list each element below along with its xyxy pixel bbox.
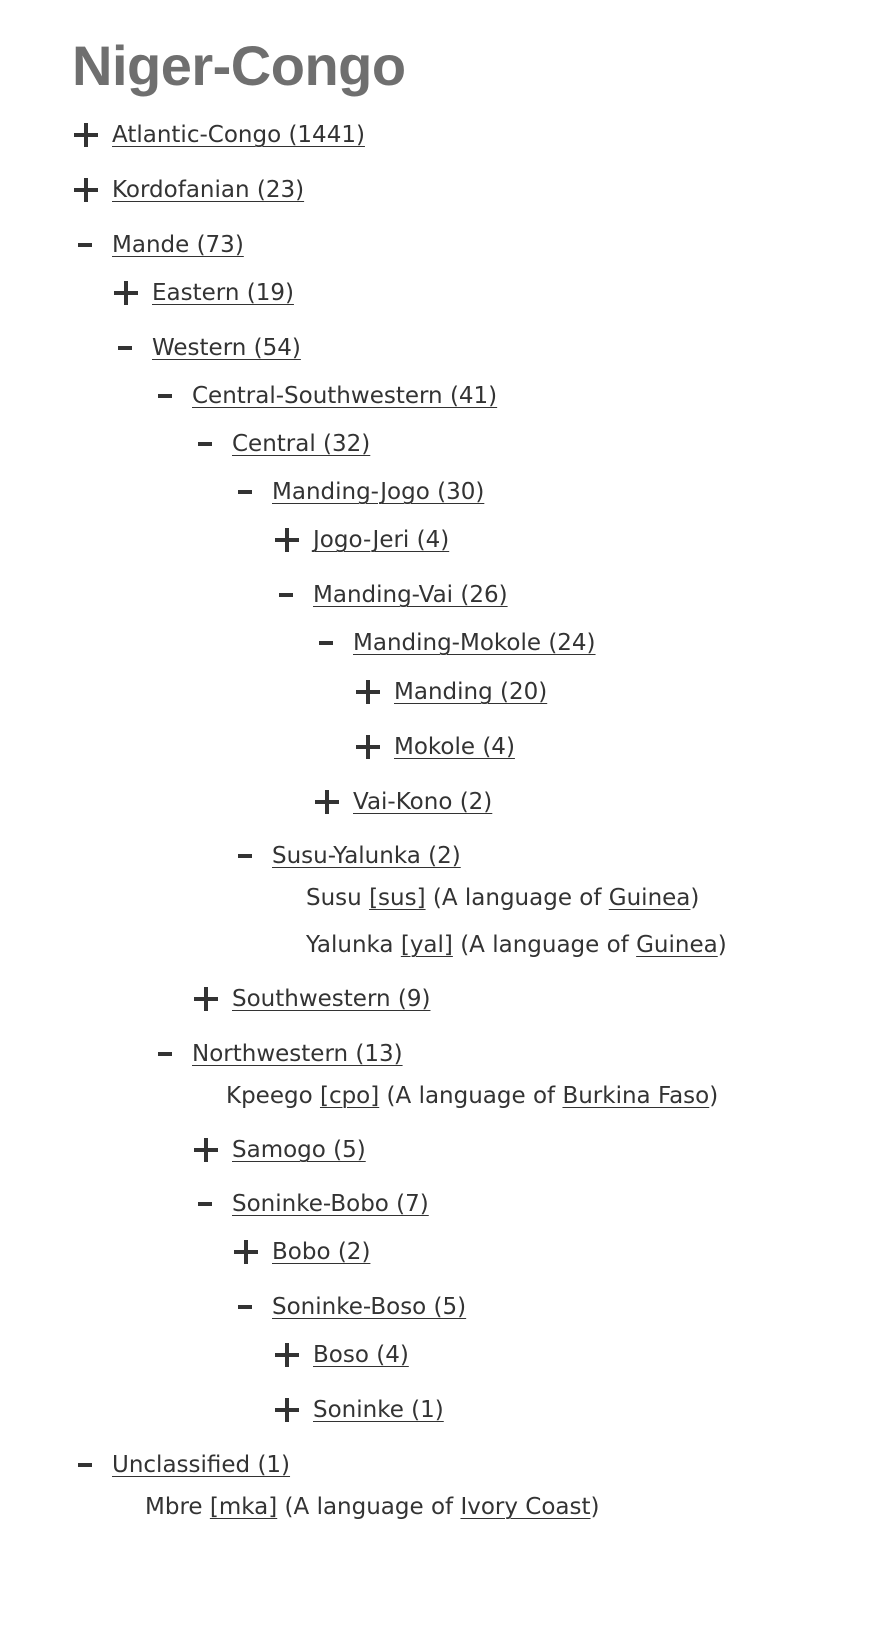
tree-node-central-southwestern [152,379,497,413]
language-entry-yalunka [306,928,727,962]
expand-plus-icon[interactable] [72,121,100,149]
tree-node-link[interactable]: Unclassified (1) [112,1452,291,1478]
language-code-link[interactable]: [yal] [400,932,453,958]
tree-node-soninke [273,1393,444,1427]
tree-node-bobo [232,1235,370,1269]
tree-node-western [112,331,301,365]
language-desc: (A language of [386,1083,563,1109]
tree-node-susu-yalunka [232,839,461,873]
page-title: Niger-Congo [72,34,406,97]
tree-node-link[interactable]: Boso (4) [313,1342,409,1368]
tree-node-link[interactable]: Southwestern (9) [232,986,431,1012]
language-entry-kpeego [226,1079,718,1113]
tree-node-mokole [354,730,515,764]
expand-plus-icon[interactable] [273,1341,301,1369]
collapse-minus-icon[interactable] [112,334,140,362]
language-code-link[interactable]: [mka] [209,1494,278,1520]
expand-plus-icon[interactable] [192,1136,220,1164]
tree-node-link[interactable]: Soninke (1) [313,1397,444,1423]
expand-plus-icon[interactable] [192,985,220,1013]
tree-node-jogo-jeri [273,523,449,557]
expand-plus-icon[interactable] [273,526,301,554]
tree-node-samogo [192,1133,366,1167]
country-link[interactable]: Burkina Faso [562,1083,710,1109]
tree-node-vai-kono [313,785,492,819]
tree-node-link[interactable]: Mande (73) [112,232,244,258]
expand-plus-icon[interactable] [232,1238,260,1266]
tree-node-link[interactable]: Manding (20) [394,679,548,705]
language-name: Kpeego [226,1083,313,1109]
expand-plus-icon[interactable] [112,279,140,307]
language-code-link[interactable]: [cpo] [319,1083,380,1109]
tree-node-link[interactable]: Kordofanian (23) [112,177,305,203]
language-desc-end: ) [717,932,727,958]
country-link[interactable]: Ivory Coast [460,1494,591,1520]
language-entry-susu [306,881,699,915]
tree-node-link[interactable]: Soninke-Boso (5) [272,1294,467,1320]
collapse-minus-icon[interactable] [192,1190,220,1218]
tree-node-eastern [112,276,294,310]
collapse-minus-icon[interactable] [152,1040,180,1068]
tree-node-link[interactable]: Eastern (19) [152,280,294,306]
tree-node-unclassified [72,1448,290,1482]
tree-node-link[interactable]: Soninke-Bobo (7) [232,1191,429,1217]
tree-node-northwestern [152,1037,403,1071]
language-name: Mbre [145,1494,203,1520]
tree-node-link[interactable]: Bobo (2) [272,1239,371,1265]
expand-plus-icon[interactable] [354,678,382,706]
tree-node-link[interactable]: Mokole (4) [394,734,515,760]
collapse-minus-icon[interactable] [313,629,341,657]
tree-node-southwestern [192,982,430,1016]
expand-plus-icon[interactable] [354,733,382,761]
collapse-minus-icon[interactable] [192,430,220,458]
tree-node-link[interactable]: Northwestern (13) [192,1041,403,1067]
language-entry-mbre [145,1490,600,1524]
collapse-minus-icon[interactable] [72,231,100,259]
language-desc-end: ) [709,1083,719,1109]
language-name: Susu [306,885,362,911]
tree-node-link[interactable]: Central (32) [232,431,371,457]
tree-node-link[interactable]: Samogo (5) [232,1137,366,1163]
tree-node-link[interactable]: Susu-Yalunka (2) [272,843,461,869]
tree-node-kordofanian [72,173,304,207]
language-code-link[interactable]: [sus] [369,885,426,911]
language-desc-end: ) [690,885,700,911]
tree-node-manding [354,675,547,709]
collapse-minus-icon[interactable] [232,478,260,506]
collapse-minus-icon[interactable] [152,382,180,410]
language-desc: (A language of [284,1494,461,1520]
tree-node-mande [72,228,244,262]
tree-node-link[interactable]: Manding-Mokole (24) [353,630,596,656]
expand-plus-icon[interactable] [313,788,341,816]
collapse-minus-icon[interactable] [232,842,260,870]
tree-node-atlantic-congo [72,118,365,152]
tree-node-boso [273,1338,409,1372]
expand-plus-icon[interactable] [273,1396,301,1424]
collapse-minus-icon[interactable] [273,581,301,609]
tree-node-manding-vai [273,578,508,612]
country-link[interactable]: Guinea [636,932,718,958]
tree-node-link[interactable]: Western (54) [152,335,301,361]
tree-node-link[interactable]: Manding-Vai (26) [313,582,508,608]
tree-node-soninke-bobo [192,1187,429,1221]
language-name: Yalunka [306,932,394,958]
tree-node-link[interactable]: Manding-Jogo (30) [272,479,485,505]
collapse-minus-icon[interactable] [72,1451,100,1479]
language-desc: (A language of [432,885,609,911]
country-link[interactable]: Guinea [608,885,691,911]
tree-node-link[interactable]: Jogo-Jeri (4) [313,527,450,553]
tree-node-manding-jogo [232,475,484,509]
collapse-minus-icon[interactable] [232,1293,260,1321]
language-desc: (A language of [460,932,637,958]
language-desc-end: ) [590,1494,600,1520]
tree-node-soninke-boso [232,1290,466,1324]
tree-node-link[interactable]: Central-Southwestern (41) [192,383,498,409]
tree-node-manding-mokole [313,626,596,660]
expand-plus-icon[interactable] [72,176,100,204]
tree-node-link[interactable]: Atlantic-Congo (1441) [112,122,365,148]
tree-node-central [192,427,370,461]
tree-node-link[interactable]: Vai-Kono (2) [353,789,493,815]
